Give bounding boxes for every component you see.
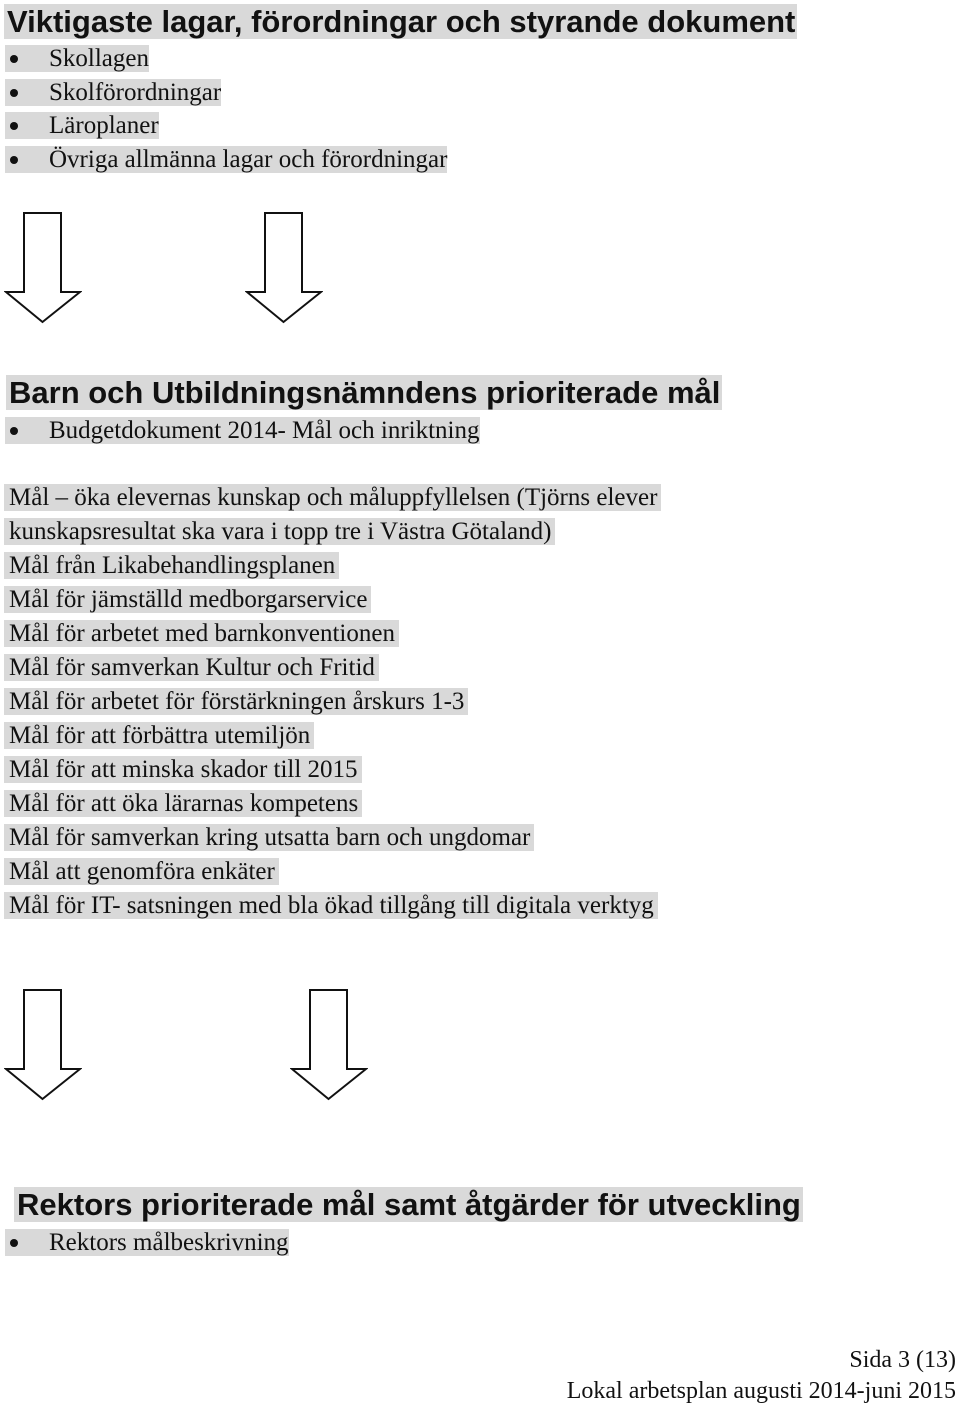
list-item: Mål för arbetet för förstärkningen årskurs 1-3 (4, 685, 661, 719)
list-item: Mål för IT- satsningen med bla ökad tillgång till digitala verktyg (4, 889, 661, 923)
document-footer: Lokal arbetsplan augusti 2014-juni 2015 (566, 1378, 956, 1404)
list-item: Budgetdokument 2014- Mål och inriktning (0, 414, 484, 448)
bullet-icon (10, 427, 18, 435)
section-title-principal-goals: Rektors prioriterade mål samt åtgärder för utveckling (14, 1186, 803, 1224)
list-item: Mål från Likabehandlingsplanen (4, 549, 661, 583)
bullet-icon (10, 1239, 18, 1247)
list-item: Skollagen (0, 42, 451, 76)
budget-list (0, 414, 484, 448)
principal-list (0, 1226, 293, 1260)
list-item: Mål – öka elevernas kunskap och måluppfyllelsen (Tjörns elever (4, 481, 661, 515)
goals-list (4, 481, 661, 923)
list-item: Mål att genomföra enkäter (4, 855, 661, 889)
list-item: Mål för jämställd medborgarservice (4, 583, 661, 617)
bullet-icon (10, 156, 18, 164)
list-item: Mål för samverkan kring utsatta barn och ungdomar (4, 821, 661, 855)
list-item: Mål för att minska skador till 2015 (4, 753, 661, 787)
list-item: Läroplaner (0, 109, 451, 143)
down-arrow-icon (245, 212, 323, 324)
bullet-icon (10, 89, 18, 97)
down-arrow-icon (4, 212, 82, 324)
down-arrow-icon (290, 989, 368, 1101)
list-item: Skolförordningar (0, 76, 451, 110)
section-title-board-goals: Barn och Utbildningsnämndens prioriterade mål (6, 374, 722, 412)
list-item: Rektors målbeskrivning (0, 1226, 293, 1260)
list-item: Mål för arbetet med barnkonventionen (4, 617, 661, 651)
list-item: kunskapsresultat ska vara i topp tre i Västra Götaland) (4, 515, 661, 549)
list-item: Mål för att öka lärarnas kompetens (4, 787, 661, 821)
down-arrow-icon (4, 989, 82, 1101)
page-number: Sida 3 (13) (849, 1347, 956, 1373)
bullet-icon (10, 55, 18, 63)
list-item: Övriga allmänna lagar och förordningar (0, 143, 451, 177)
section-title-laws: Viktigaste lagar, förordningar och styrande dokument (4, 3, 797, 41)
list-item: Mål för samverkan Kultur och Fritid (4, 651, 661, 685)
list-item: Mål för att förbättra utemiljön (4, 719, 661, 753)
laws-list (0, 42, 451, 177)
